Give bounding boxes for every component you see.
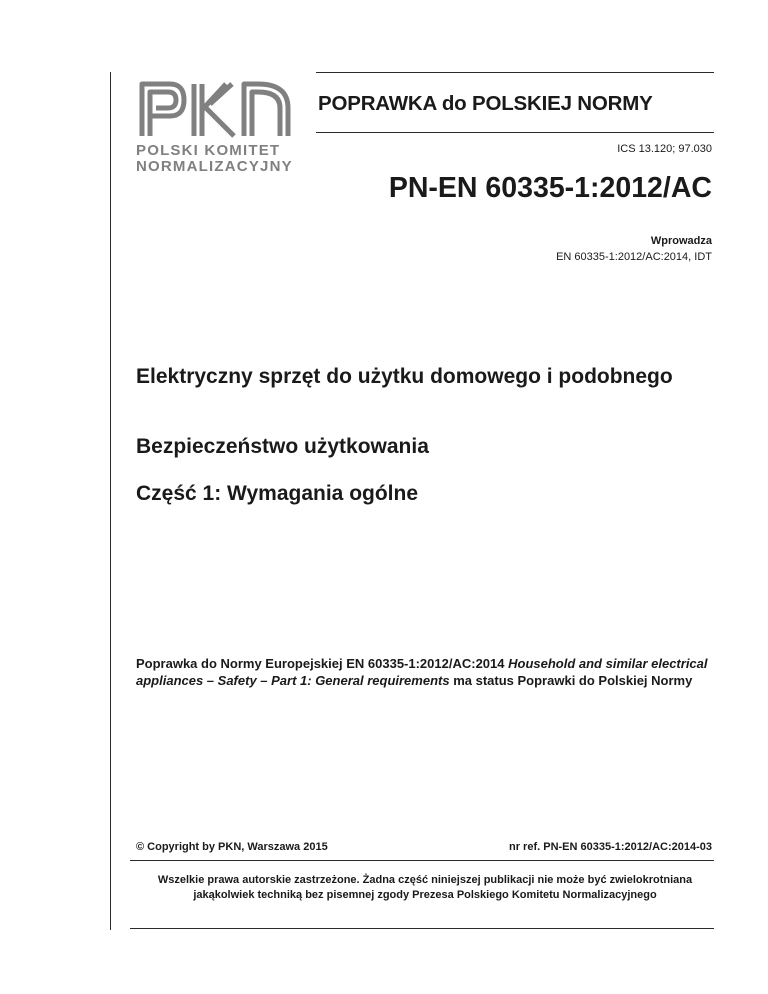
logo-line-1: POLSKI KOMITET [136,142,281,159]
description-suffix: ma status Poprawki do Polskiej Normy [449,673,693,688]
pkn-logo [136,78,306,174]
introduces-label: Wprowadza [650,235,712,247]
footer-rule-bottom [130,928,714,929]
top-rule [316,72,714,73]
rights-notice: Wszelkie prawa autorskie zastrzeżone. Żadna część niniejszej publikacji nie może być zwielokrotniana jakąkolwiek techniką bez pisemnej zgody Prezesa Polskiego Komitetu Normalizacyjnego [157,874,693,901]
footer-rule-top [130,860,714,861]
copyright-notice: © Copyright by PKN, Warszawa 2015 [136,841,328,853]
document-type-title: POPRAWKA do POLSKIEJ NORMY [318,92,653,115]
pkn-logo-mark-icon [136,78,296,140]
left-margin-line [110,72,111,930]
status-description [136,655,722,689]
reference-number: nr ref. PN-EN 60335-1:2012/AC:2014-03 [509,841,712,853]
introduces-value: EN 60335-1:2012/AC:2014, IDT [556,251,712,263]
header-rule [316,132,714,133]
description-prefix: Poprawka do Normy Europejskiej EN 60335-1:2012/AC:2014 [136,656,509,671]
logo-line-2: NORMALIZACYJNY [136,158,293,175]
ics-code: ICS 13.120; 97.030 [617,143,712,155]
description-english-title: Household and similar electrical appliances – Safety – Part 1: General requirements [136,656,708,688]
standard-part-title: Część 1: Wymagania ogólne [136,482,419,505]
standard-title: Elektryczny sprzęt do użytku domowego i podobnego [136,365,673,388]
standard-number: PN-EN 60335-1:2012/AC [388,172,712,204]
standard-subtitle: Bezpieczeństwo użytkowania [136,435,429,458]
